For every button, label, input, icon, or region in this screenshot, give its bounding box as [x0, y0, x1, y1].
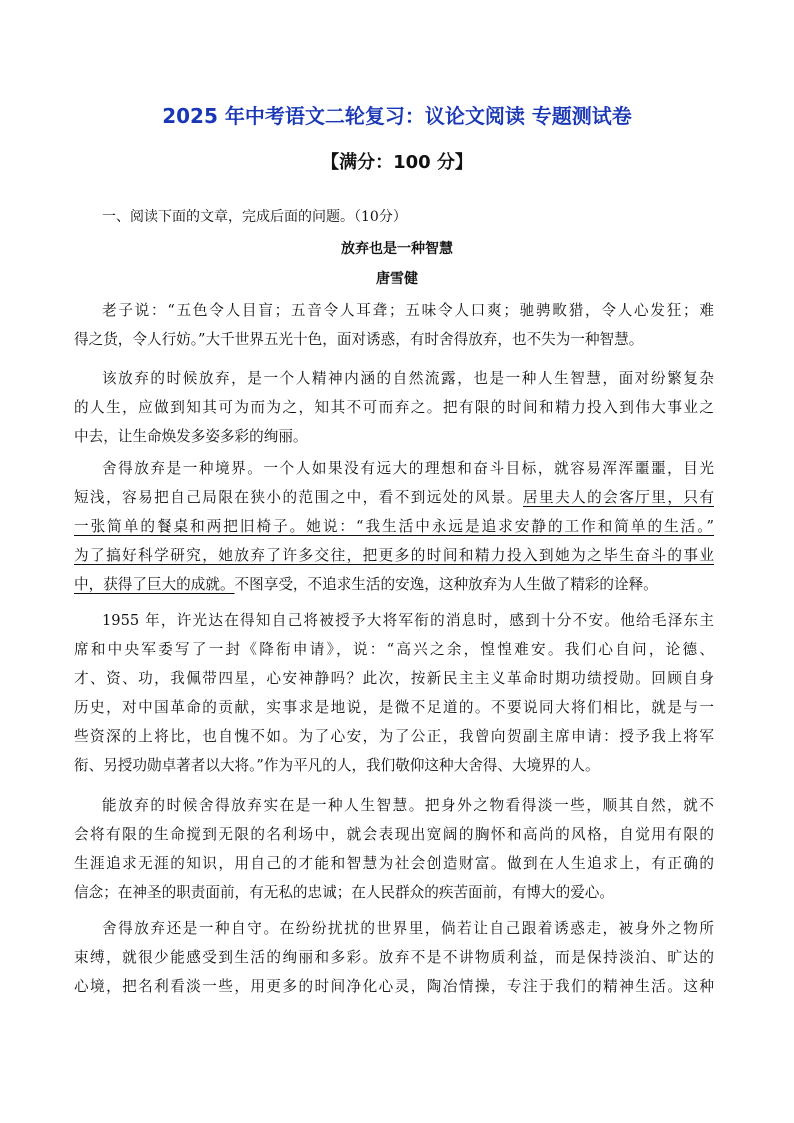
- full-score-label: 【满分：100 分】: [321, 152, 473, 173]
- text-line: 束缚，就很少能感受到生活的绚丽和多彩。放弃不是不讲物质利益，而是保持淡泊、旷达的: [74, 949, 714, 966]
- underlined-text-line: 一张简单的餐桌和两把旧椅子。她说：“我生活中永远是追求安静的工作和简单的生活。”: [74, 518, 714, 535]
- text-line: 能放弃的时候舍得放弃实在是一种人生智慧。把身外之物看得淡一些，顺其自然，就不: [102, 797, 714, 814]
- underlined-text: 中，获得了巨大的成就。: [74, 576, 235, 593]
- article-title: 放弃也是一种智慧: [341, 241, 453, 257]
- text-line: 该放弃的时候放弃，是一个人精神内涵的自然流露，也是一种人生智慧，面对纷繁复杂: [102, 370, 714, 387]
- section-heading: 一、阅读下面的文章，完成后面的问题。（10分）: [102, 209, 407, 225]
- text-line: 得之货，令人行妨。”大千世界五光十色，面对诱惑，有时舍得放弃，也不失为一种智慧。: [74, 331, 644, 348]
- text-line: 生涯追求无涯的知识，用自己的才能和智慧为社会创造财富。做到在人生追求上，有正确的: [74, 855, 714, 872]
- text-line: 衔、另授功勋卓著者以大将。”作为平凡的人，我们敬仰这种大舍得、大境界的人。: [74, 757, 600, 774]
- document-title: 2025 年中考语文二轮复习：议论文阅读 专题测试卷: [162, 104, 632, 128]
- text-line: 舍得放弃是一种境界。一个人如果没有远大的理想和奋斗目标，就容易浑浑噩噩，目光: [102, 460, 714, 477]
- text-line: 舍得放弃还是一种自守。在纷纷扰扰的世界里，倘若让自己跟着诱惑走，被身外之物所: [102, 920, 714, 937]
- text-line: 些资深的上将比，也自愧不如。为了心安，为了公正，我曾向贺副主席申请：授予我上将军: [74, 728, 714, 745]
- text-line: 会将有限的生命搅到无限的名利场中，就会表现出宽阔的胸怀和高尚的风格，自觉用有限的: [74, 826, 714, 843]
- text-line: 信念；在神圣的职责面前，有无私的忠诚；在人民群众的疾苦面前，有博大的爱心。: [74, 884, 614, 901]
- text-line: 才、资、功，我佩带四星，心安神静吗？此次，按新民主主义革命时期功绩授勋。回顾自身: [74, 670, 714, 687]
- underlined-text: 居里夫人的会客厅里，只有: [523, 489, 714, 506]
- text-line: [74, 483, 714, 512]
- text-line: 席和中央军委写了一封《降衔申请》，说：“高兴之余，惶惶难安。我们心自问，论德、: [74, 641, 714, 658]
- article-author: 唐雪健: [376, 271, 418, 287]
- text-line: 1955 年，许光达在得知自己将被授予大将军衔的消息时，感到十分不安。他给毛泽东主: [102, 612, 714, 629]
- underlined-text-line: 为了搞好科学研究，她放弃了许多交往，把更多的时间和精力投入到她为之毕生奋斗的事业: [74, 547, 714, 564]
- text-line: 心境，把名利看淡一些，用更多的时间净化心灵，陶冶情操，专注于我们的精神生活。这种: [74, 978, 714, 995]
- text-line: 老子说：“五色令人目盲；五音令人耳聋；五味令人口爽；驰骋畋猎，令人心发狂；难: [102, 302, 714, 319]
- text-segment: 短浅，容易把自己局限在狭小的范围之中，看不到远处的风景。: [74, 489, 523, 506]
- text-line: 历史，对中国革命的贡献，实事求是地说，是微不足道的。不要说同大将们相比，就是与一: [74, 699, 714, 716]
- text-line: 中去，让生命焕发多姿多彩的绚丽。: [74, 428, 308, 445]
- text-line: 的人生，应做到知其可为而为之，知其不可而弃之。把有限的时间和精力投入到伟大事业之: [74, 399, 714, 416]
- text-segment: 不图享受，不追求生活的安逸，这种放弃为人生做了精彩的诠释。: [234, 576, 658, 593]
- text-line: [74, 570, 714, 599]
